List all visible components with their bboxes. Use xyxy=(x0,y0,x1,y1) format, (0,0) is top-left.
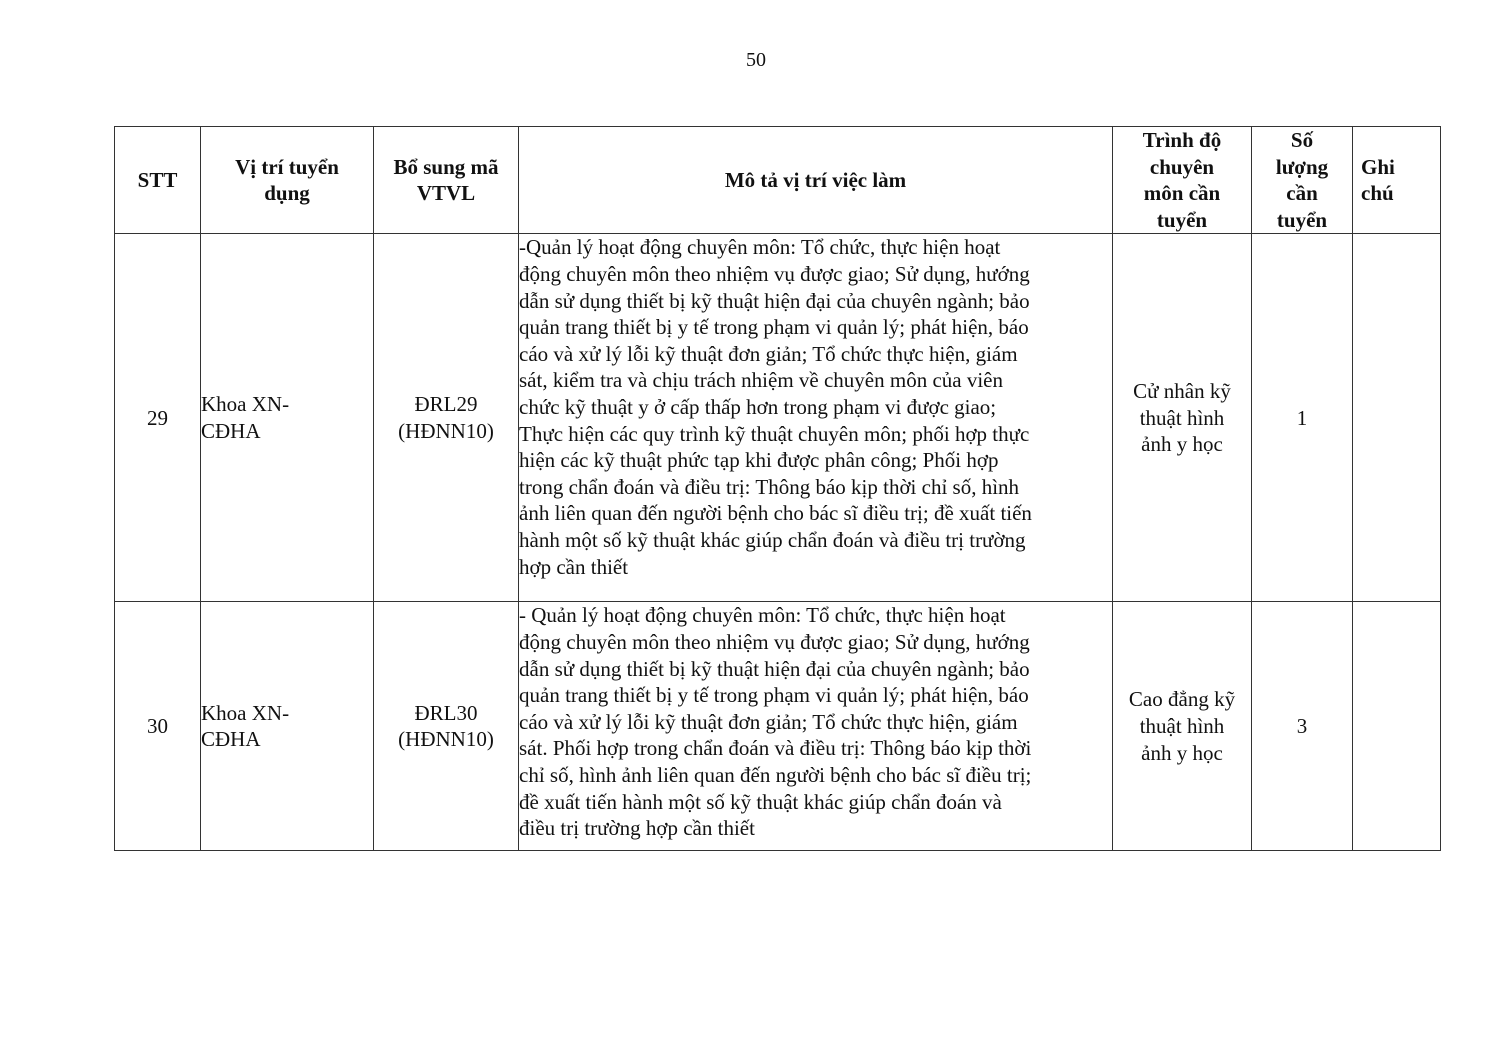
stt-value: 30 xyxy=(147,714,168,739)
header-description xyxy=(519,127,1113,234)
stt-value: 29 xyxy=(147,405,168,430)
cell-qualification xyxy=(1113,234,1252,602)
cell-qualification xyxy=(1113,602,1252,851)
code-line2: (HĐNN10) xyxy=(398,418,494,443)
page-number: 50 xyxy=(746,49,766,71)
header-qualification-line4: tuyển xyxy=(1156,207,1208,232)
position-line1: Khoa XN- xyxy=(201,392,290,417)
description-line: hành một số kỹ thuật khác giúp chẩn đoán và điều trị trường xyxy=(519,527,1026,552)
description-line: dẫn sử dụng thiết bị kỹ thuật hiện đại của chuyên ngành; bảo xyxy=(519,288,1030,313)
description-line: hiện các kỹ thuật phức tạp khi được phân công; Phối hợp xyxy=(519,448,999,473)
header-qualification-line3: môn cần xyxy=(1143,181,1221,206)
table-row xyxy=(115,602,1441,851)
code-line1: ĐRL29 xyxy=(414,392,478,417)
description-line: chức kỹ thuật y ở cấp thấp hơn trong phạm vi được giao; xyxy=(519,394,997,419)
header-quantity-line2: lượng xyxy=(1275,154,1329,179)
qualification-line3: ảnh y học xyxy=(1141,432,1223,457)
header-stt xyxy=(115,127,201,234)
header-position xyxy=(201,127,374,234)
position-line1: Khoa XN- xyxy=(201,700,290,725)
cell-position xyxy=(201,234,374,602)
description-line: dẫn sử dụng thiết bị kỹ thuật hiện đại của chuyên ngành; bảo xyxy=(519,656,1030,681)
code-line2: (HĐNN10) xyxy=(398,727,494,752)
cell-quantity xyxy=(1252,234,1353,602)
header-quantity xyxy=(1252,127,1353,234)
description-line: sát. Phối hợp trong chẩn đoán và điều trị: Thông báo kịp thời xyxy=(519,736,1032,761)
qualification-line1: Cao đẳng kỹ xyxy=(1128,687,1236,712)
description-line: cáo và xử lý lỗi kỹ thuật đơn giản; Tổ chức thực hiện, giám xyxy=(519,341,1018,366)
header-quantity-line4: tuyển xyxy=(1276,207,1328,232)
header-qualification-line1: Trình độ xyxy=(1142,128,1222,152)
quantity-value: 1 xyxy=(1296,405,1308,430)
cell-code xyxy=(374,602,519,851)
qualification-line3: ảnh y học xyxy=(1141,740,1223,765)
header-stt-label: STT xyxy=(137,167,178,192)
qualification-line2: thuật hình xyxy=(1139,405,1225,430)
description-line: cáo và xử lý lỗi kỹ thuật đơn giản; Tổ chức thực hiện, giám xyxy=(519,709,1018,734)
header-quantity-line3: cần xyxy=(1286,181,1318,206)
header-quantity-line1: Số xyxy=(1290,128,1314,152)
header-code xyxy=(374,127,519,234)
header-code-line2: VTVL xyxy=(416,181,476,206)
table-header-row xyxy=(115,127,1441,234)
recruitment-table xyxy=(114,126,1441,851)
cell-description xyxy=(519,234,1113,602)
description-line: -Quản lý hoạt động chuyên môn: Tổ chức, thực hiện hoạt xyxy=(519,235,1001,260)
header-qualification-line2: chuyên xyxy=(1149,154,1215,179)
cell-note xyxy=(1353,602,1441,851)
cell-code xyxy=(374,234,519,602)
description-line: ảnh liên quan đến người bệnh cho bác sĩ điều trị; đề xuất tiến xyxy=(519,501,1032,526)
cell-note xyxy=(1353,234,1441,602)
cell-description xyxy=(519,602,1113,851)
description-line: Thực hiện các quy trình kỹ thuật chuyên môn; phối hợp thực xyxy=(519,421,1030,446)
header-position-line2: dụng xyxy=(264,181,310,206)
description-line: quản trang thiết bị y tế trong phạm vi quản lý; phát hiện, báo xyxy=(519,315,1029,340)
description-line: điều trị trường hợp cần thiết xyxy=(519,816,755,841)
qualification-line1: Cử nhân kỹ xyxy=(1133,378,1231,403)
cell-position xyxy=(201,602,374,851)
header-note-line1: Ghi xyxy=(1361,154,1395,179)
description-line: sát, kiểm tra và chịu trách nhiệm về chuyên môn của viên xyxy=(519,368,1003,393)
description-line: chỉ số, hình ảnh liên quan đến người bệnh cho bác sĩ điều trị; xyxy=(519,762,1032,787)
description-line: - Quản lý hoạt động chuyên môn: Tổ chức, thực hiện hoạt xyxy=(519,603,1006,628)
cell-stt xyxy=(115,234,201,602)
header-description-label: Mô tả vị trí việc làm xyxy=(724,167,907,192)
position-line2: CĐHA xyxy=(201,418,261,443)
header-qualification xyxy=(1113,127,1252,234)
position-line2: CĐHA xyxy=(201,727,261,752)
cell-stt xyxy=(115,602,201,851)
header-position-line1: Vị trí tuyển xyxy=(235,154,339,179)
description-line: hợp cần thiết xyxy=(519,554,629,579)
quantity-value: 3 xyxy=(1296,714,1308,739)
cell-quantity xyxy=(1252,602,1353,851)
description-line: trong chẩn đoán và điều trị: Thông báo kịp thời chỉ số, hình xyxy=(519,474,1020,499)
header-code-line1: Bổ sung mã xyxy=(393,154,499,179)
qualification-line2: thuật hình xyxy=(1139,714,1225,739)
description-line: động chuyên môn theo nhiệm vụ được giao; Sử dụng, hướng xyxy=(519,629,1030,654)
code-line1: ĐRL30 xyxy=(414,700,478,725)
table-row xyxy=(115,234,1441,602)
description-line: đề xuất tiến hành một số kỹ thuật khác giúp chẩn đoán và xyxy=(519,789,1002,814)
description-line: quản trang thiết bị y tế trong phạm vi quản lý; phát hiện, báo xyxy=(519,683,1029,708)
header-note xyxy=(1353,127,1441,234)
description-line: động chuyên môn theo nhiệm vụ được giao; Sử dụng, hướng xyxy=(519,261,1030,286)
header-note-line2: chú xyxy=(1361,181,1394,206)
